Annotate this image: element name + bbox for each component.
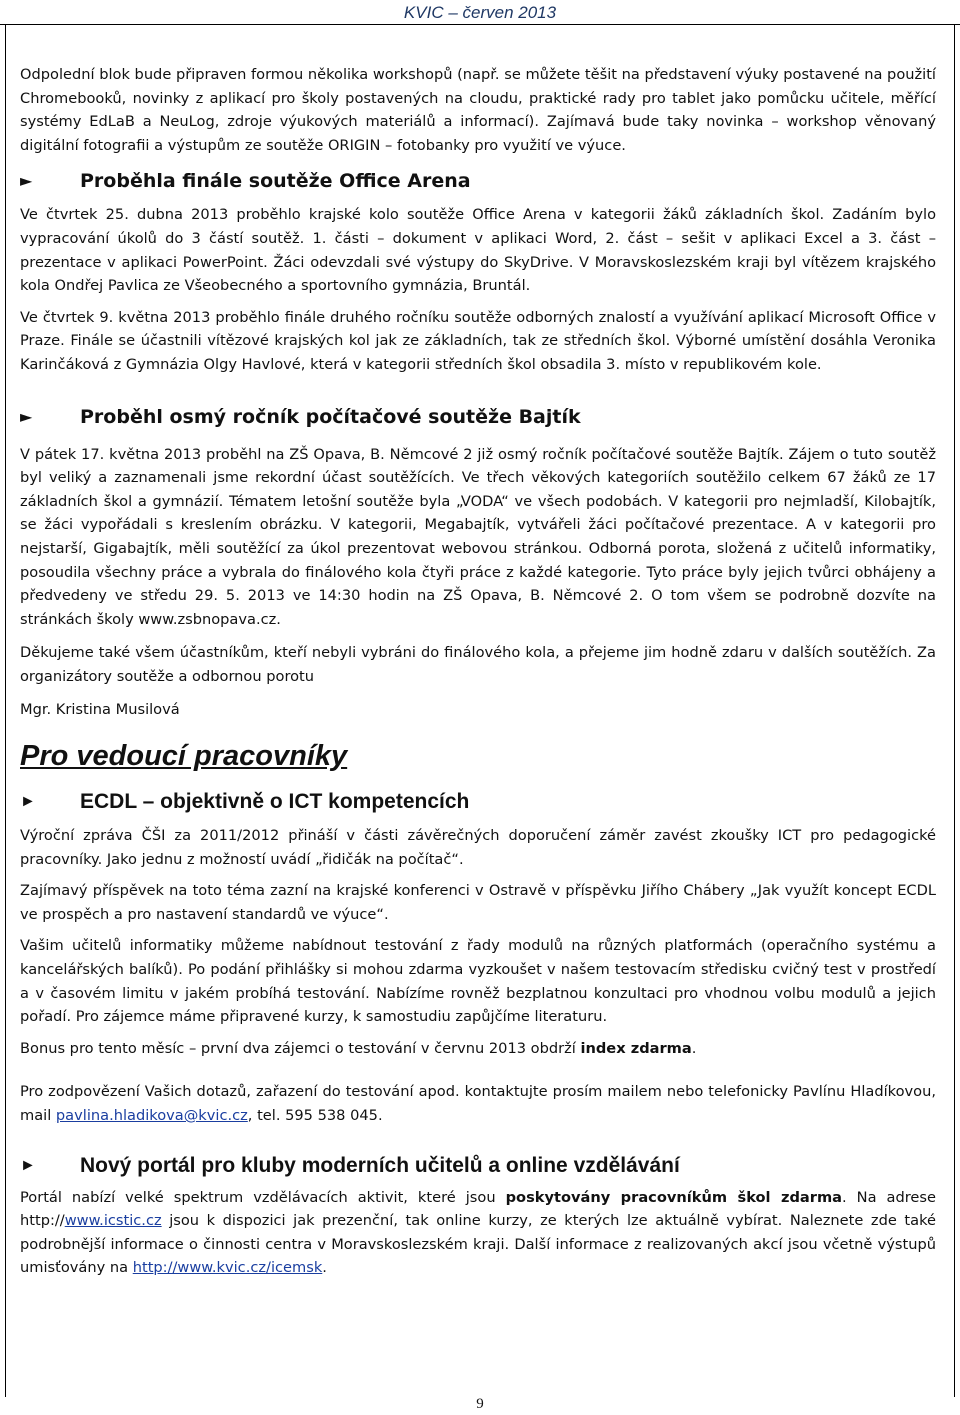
office-arena-heading (20, 167, 936, 195)
bajtik-paragraph-2: Děkujeme také všem účastníkům, kteří nebyli vybráni do finálového kola, a přejeme jim hodně zdaru v dalších soutěžích. Za organizátory soutěže a odbornou porotu (20, 644, 936, 685)
ecdl-paragraph-1: Výroční zpráva ČŠI za 2011/2012 přináší v části závěrečných doporučení záměr zavést zkoušky ICT pro pedagogické pracovníky. Jako jednu z možností uvádí „řidičák na počítač“. (20, 827, 936, 868)
office-arena-paragraph-1: Ve čtvrtek 25. dubna 2013 proběhlo krajské kolo soutěže Office Arena v kategorii žáků základních škol. Zadáním bylo vypracování úkolů do 3 částí soutěž. 1. části – dokument v aplikaci Word, 2. část – sešit v aplikaci Excel a 3. část – prezentace v aplikaci PowerPoint. Žáci odevzdali své výstupy do SkyDrive. V Moravskoslezském kraji byl vítězem krajského kola Ondřej Pavlica ze Všeobecného a sportovního gymnázia, Bruntál. (20, 206, 936, 295)
portal-text-end: . (322, 1259, 327, 1277)
portal-bold: poskytovány pracovníkům škol zdarma (505, 1188, 843, 1206)
arrow-icon: ► (20, 406, 33, 426)
office-arena-heading-text: Proběhla finále soutěže Office Arena (80, 170, 471, 193)
arrow-icon: ► (20, 793, 36, 811)
ecdl-heading-text: ECDL – objektivně o ICT kompetencích (80, 790, 470, 814)
ecdl-contact-end: , tel. 595 538 045. (247, 1107, 383, 1124)
ecdl-paragraph-3: Vašim učitelů informatiky můžeme nabídnout testování z řady modulů na různých platformách (operačního systému a kancelářských balíků). Po podání přihlášky si mohou zdarma vyzkoušet v našem testovacím středisku cvičný test v prostředí a v časovém limitu v jakém probíhá testování. Nabízíme rovněž bezplatnou konzultaci pro vhodnou volbu modulů a jejich pořadí. Pro zájemce máme připravené kurzy, k samostudiu zapůjčíme literaturu. (20, 937, 936, 1026)
header-rule (0, 24, 960, 25)
office-arena-paragraph-2: Ve čtvrtek 9. května 2013 proběhlo finále druhého ročníku soutěže odborných znalostí a využívání aplikací Microsoft Office v Praze. Finále se účastnili vítězové krajských kol jak ze základních, tak ze středních škol. Výborné umístění dosáhla Veronika Karinčáková z Gymnázia Olgy Havlové, která v kategorii středních škol obsadila 3. místo v republikovém kole. (20, 308, 936, 373)
portal-text-1: Portál nabízí velké spektrum vzdělávacích aktivit, které jsou (20, 1188, 506, 1206)
page-content (20, 63, 936, 1280)
portal-text-2: . Na adrese http:// (20, 1188, 936, 1230)
ecdl-bonus-text: Bonus pro tento měsíc – první dva zájemci o testování v červnu 2013 obdrží (20, 1039, 581, 1057)
bajtik-heading-text: Proběhl osmý ročník počítačové soutěže Bajtík (80, 405, 581, 428)
ecdl-heading (20, 788, 936, 816)
page-number: 9 (476, 1396, 484, 1412)
kvic-icemsk-link[interactable]: http://www.kvic.cz/icemsk (132, 1259, 323, 1277)
ecdl-bonus-end: . (691, 1039, 697, 1057)
page-border-left (5, 25, 6, 1397)
email-link[interactable]: pavlina.hladikova@kvic.cz (55, 1107, 248, 1124)
portal-paragraph (20, 1186, 936, 1280)
leaders-title: Pro vedoucí pracovníky (20, 740, 348, 773)
arrow-icon: ► (20, 1156, 36, 1174)
ecdl-bonus-bold: index zdarma (580, 1039, 692, 1057)
page-header: KVIC – červen 2013 (403, 3, 557, 22)
bajtik-signature: Mgr. Kristina Musilová (20, 701, 180, 719)
bajtik-heading (20, 403, 936, 431)
page-border-right (954, 25, 955, 1397)
icstic-link[interactable]: www.icstic.cz (64, 1212, 162, 1230)
ecdl-paragraph-2: Zajímavý příspěvek na toto téma zazní na krajské konferenci v Ostravě v příspěvku Jiřího Chábery „Jak využít koncept ECDL ve prospěch a pro nastavení standardů ve výuce“. (20, 882, 936, 923)
arrow-icon: ► (20, 171, 33, 191)
ecdl-paragraph-4 (20, 1037, 936, 1061)
workshops-paragraph: Odpolední blok bude připraven formou několika workshopů (např. se můžete těšit na představení výuky postavené na použití Chromebooků, novinky z aplikací pro školy postavených na cloudu, praktické rady pro tablet jako pomůcku učitele, měřící systémy EdLaB a NeuLog, zdroje výukových materiálů a informací). Zajímavá bude taky novinka – workshop věnovaný digitální fotografii a výstupům ze soutěže ORIGIN – fotobanky pro využití ve výuce. (20, 66, 936, 154)
portal-heading (20, 1152, 936, 1180)
bajtik-paragraph-1: V pátek 17. května 2013 proběhl na ZŠ Opava, B. Němcové 2 již osmý ročník počítačové soutěže Bajtík. Zájem o tuto soutěž byl veliký a zaznamenali jsme rekordní účast soutěžících. Ve třech věkových kategoriích soutěžilo celkem 67 žáků ze 17 základních škol a gymnázií. Tématem letošní soutěže byla „VODA“ ve všech podobách. V kategorii pro nejmladší, Kilobajtík, se žáci vypořádali s kreslením obrázku. V kategorii, Megabajtík, vytvářeli žáci počítačové prezentace. A v kategorii pro nejstarší, Gigabajtík, měli soutěžící za úkol prezentovat webovou stránkou. Odborná porota, složená z učitelů informatiky, posoudila všechny práce a vybrala do finálového kola čtyři práce z každé kategorie. Tyto práce byly jejich tvůrci obhájeny a předvedeny ve středu 29. 5. 2013 ve 14:30 hodin na ZŠ Opava, B. Němcové 2. O tom všem se podrobně dozvíte na stránkách školy www.zsbnopava.cz. (20, 445, 936, 628)
portal-heading-text: Nový portál pro kluby moderních učitelů a online vzdělávání (80, 1153, 680, 1177)
ecdl-contact-text: Pro zodpovězení Vašich dotazů, zařazení do testování apod. kontaktujte prosím mailem nebo telefonicky Pavlínu Hladíkovou, mail (20, 1083, 936, 1124)
ecdl-paragraph-5 (20, 1080, 936, 1127)
portal-text-3: jsou k dispozici jak prezenční, tak online kurzy, ze kterých lze aktuálně vybírat. Naleznete zde také podrobnější informace o činnosti centra v Moravskoslezském kraji. Další informace z realizovaných akcí jsou včetně výstupů umisťovány na (20, 1212, 936, 1277)
